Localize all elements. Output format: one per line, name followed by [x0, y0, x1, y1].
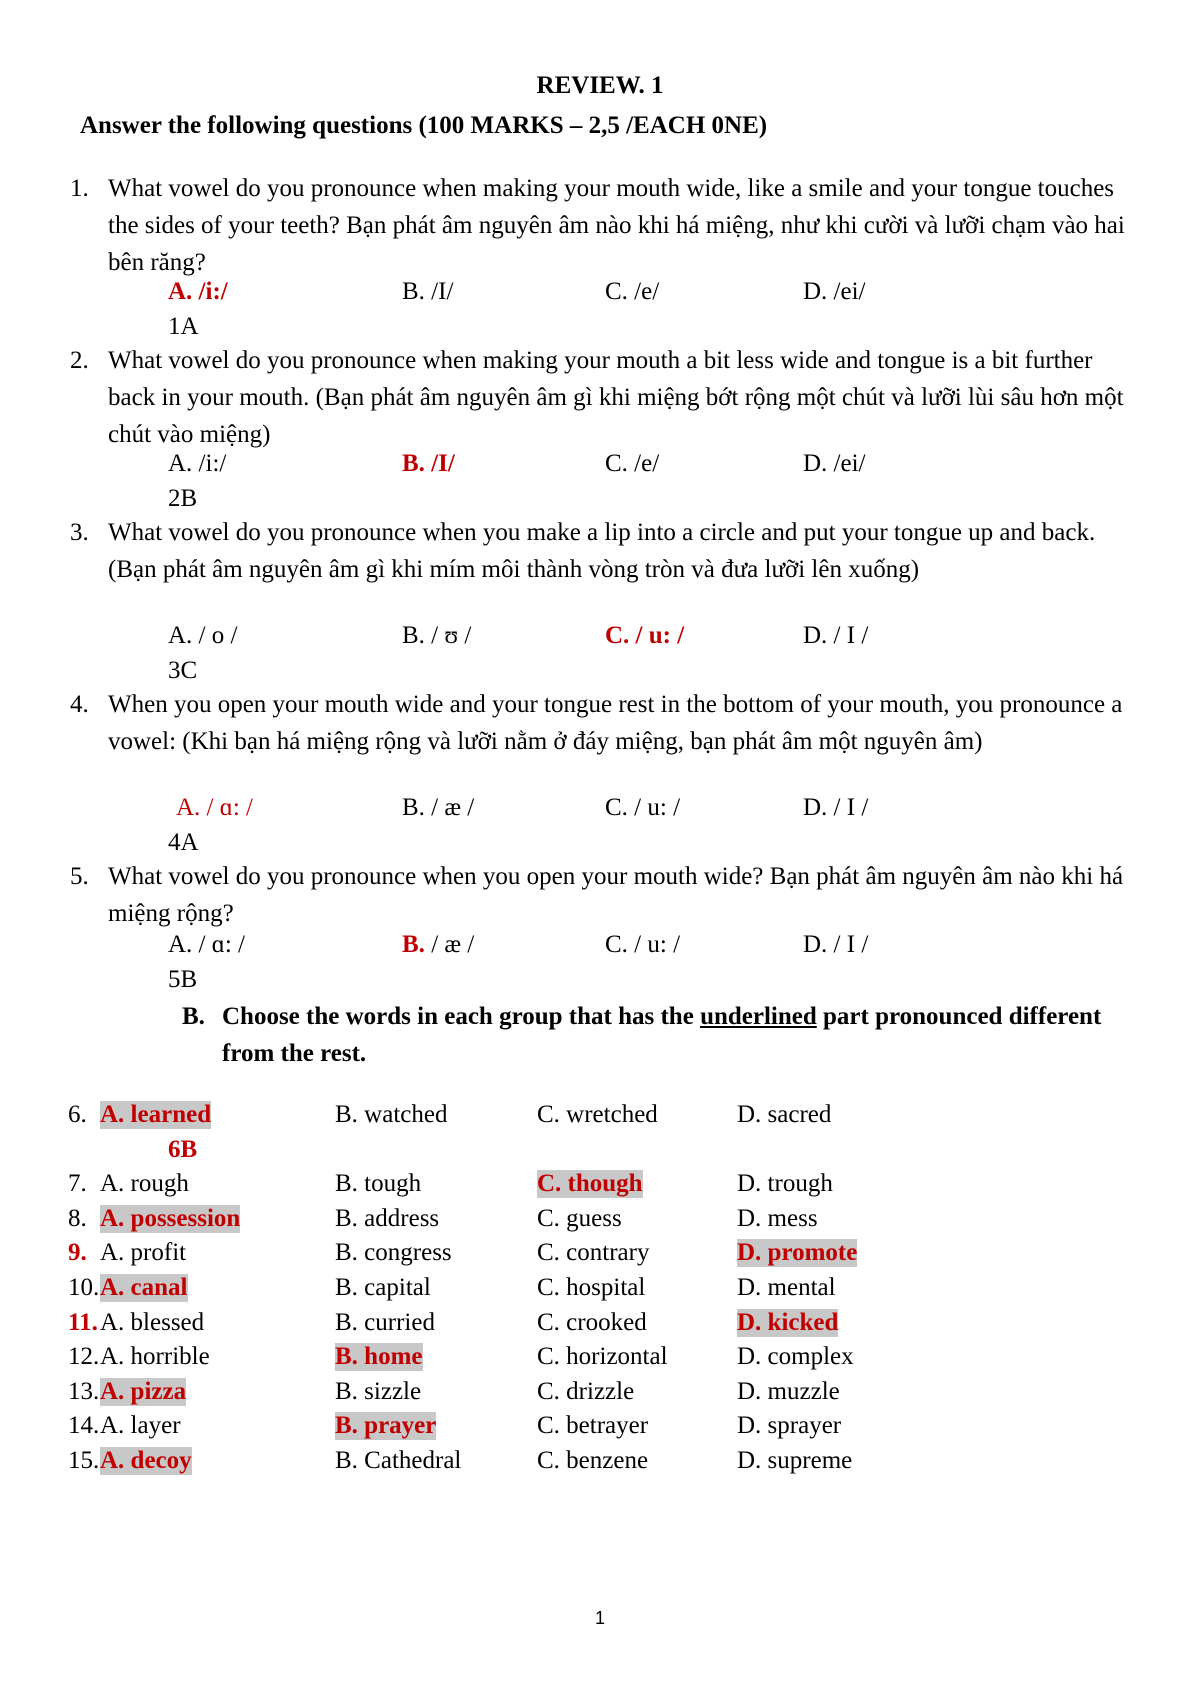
group-row: [0, 1378, 1200, 1415]
section-label: B.: [182, 1003, 205, 1030]
option-a: A. horrible: [100, 1343, 210, 1371]
option-b: B. address: [335, 1204, 440, 1232]
group-number: 9.: [68, 1239, 87, 1267]
option-b: B. congress: [335, 1239, 452, 1267]
group-number: 10.: [68, 1274, 100, 1301]
answer-key: 3C: [168, 657, 198, 684]
group-number: 6.: [68, 1101, 87, 1128]
option-a: A. profit: [100, 1239, 187, 1267]
option-a: A. / ɑ: /: [168, 931, 245, 958]
option-d: D. kicked: [737, 1308, 839, 1336]
group-number: 13.: [68, 1377, 100, 1405]
option-a: A. rough: [100, 1170, 189, 1198]
option-b: B. /I/: [402, 278, 454, 305]
option-c: C. horizontal: [537, 1343, 668, 1371]
option-c: C. drizzle: [537, 1377, 635, 1405]
option-b: B. prayer: [335, 1412, 437, 1440]
option-b: B. / ʊ /: [402, 622, 472, 649]
group-row: [0, 1101, 1200, 1138]
option-d: D. /ei/: [803, 278, 866, 305]
option-c: C. crooked: [537, 1308, 647, 1336]
group-number: 8.: [68, 1204, 87, 1232]
option-c: C. betrayer: [537, 1412, 649, 1440]
group-row: [0, 1274, 1200, 1311]
option-b: B. watched: [335, 1101, 448, 1128]
option-a: A. layer: [100, 1412, 181, 1440]
option-a: A. canal: [100, 1274, 188, 1301]
option-c: C. wretched: [537, 1101, 658, 1128]
option-d: D. mental: [737, 1274, 836, 1301]
option-c: C. hospital: [537, 1274, 646, 1301]
group-row: [0, 1136, 1200, 1173]
option-c: C. /e/: [605, 450, 660, 477]
option-b: B. sizzle: [335, 1377, 422, 1405]
question-number: 5.: [70, 863, 89, 890]
option-a: A. decoy: [100, 1447, 192, 1474]
group-number: 12.: [68, 1343, 100, 1371]
option-c: C. / u: /: [605, 931, 681, 958]
question-number: 2.: [70, 347, 89, 374]
option-d: D. supreme: [737, 1447, 853, 1474]
group-row: [0, 1412, 1200, 1449]
option-a: A. /i:/: [168, 278, 228, 305]
option-a: A. / ɑ: /: [176, 794, 253, 821]
option-c: C. / u: /: [605, 622, 685, 649]
question-number: 3.: [70, 519, 89, 546]
option-b: B. Cathedral: [335, 1447, 462, 1474]
group-number: 15.: [68, 1447, 100, 1474]
answer-key: 2B: [168, 485, 198, 512]
option-b: B. tough: [335, 1170, 422, 1198]
option-c: C. benzene: [537, 1447, 649, 1474]
option-a: A. / o /: [168, 622, 238, 649]
group-row: [0, 1309, 1200, 1346]
group-row: [0, 1239, 1200, 1276]
option-b: B. curried: [335, 1308, 435, 1336]
question-text: When you open your mouth wide and your tongue rest in the bottom of your mouth, you pronounce a vowel: (Khi bạn há miệng rộng và lưỡi nằm ở đáy miệng, bạn phát âm một nguyên âm): [108, 691, 1123, 755]
option-a: A. pizza: [100, 1377, 187, 1405]
section-text: Choose the words in each group that has the underlined part pronounced different from the rest.: [222, 1003, 1102, 1067]
group-row: [0, 1447, 1200, 1484]
option-b: B. / æ /: [402, 794, 475, 821]
option-c: C. contrary: [537, 1239, 650, 1267]
option-c: C. guess: [537, 1204, 622, 1232]
option-a: 6B: [168, 1135, 198, 1163]
answer-key: 5B: [168, 966, 198, 993]
answer-key: 1A: [168, 313, 199, 340]
option-d: D. promote: [737, 1239, 858, 1267]
question-number: 4.: [70, 691, 89, 718]
option-b: B. / æ /: [402, 931, 475, 958]
group-row: [0, 1205, 1200, 1242]
option-a: A. possession: [100, 1204, 241, 1232]
option-b: B. /I/: [402, 450, 455, 477]
question-text: What vowel do you pronounce when making your mouth wide, like a smile and your tongue touches the sides of your teeth? Bạn phát âm nguyên âm nào khi há miệng, như khi cười và lưỡi chạm vào hai bên răng?: [108, 175, 1125, 276]
option-d: D. muzzle: [737, 1377, 840, 1405]
option-c: C. /e/: [605, 278, 660, 305]
option-d: D. sacred: [737, 1101, 832, 1128]
document-title: REVIEW. 1: [536, 72, 664, 99]
option-d: D. / I /: [803, 794, 869, 821]
option-c: C. / u: /: [605, 794, 681, 821]
option-b: B. home: [335, 1343, 423, 1371]
group-number: 11.: [68, 1308, 98, 1336]
question-text: What vowel do you pronounce when making your mouth a bit less wide and tongue is a bit further back in your mouth. (Bạn phát âm nguyên âm gì khi miệng bớt rộng một chút và lưỡi lùi sâu hơn một chút vào miệng): [108, 347, 1124, 448]
question-text: What vowel do you pronounce when you make a lip into a circle and put your tongue up and back. (Bạn phát âm nguyên âm gì khi mím môi thành vòng tròn và đưa lưỡi lên xuống): [108, 519, 1096, 583]
option-a: A. blessed: [100, 1308, 205, 1336]
option-d: D. sprayer: [737, 1412, 842, 1440]
option-d: D. trough: [737, 1170, 833, 1198]
option-b: B. capital: [335, 1274, 431, 1301]
answer-key: 4A: [168, 829, 199, 856]
option-d: D. / I /: [803, 931, 869, 958]
option-c: C. though: [537, 1170, 643, 1198]
group-number: 14.: [68, 1412, 100, 1440]
group-row: [0, 1170, 1200, 1207]
question-text: What vowel do you pronounce when you open your mouth wide? Bạn phát âm nguyên âm nào khi há miệng rộng?: [108, 863, 1124, 927]
question-number: 1.: [70, 175, 89, 202]
group-number: 7.: [68, 1170, 87, 1198]
option-a: A. /i:/: [168, 450, 227, 477]
option-d: D. complex: [737, 1343, 854, 1371]
option-d: D. /ei/: [803, 450, 866, 477]
option-d: D. mess: [737, 1204, 818, 1232]
page-number: 1: [594, 1608, 605, 1628]
group-row: [0, 1343, 1200, 1380]
option-a: A. learned: [100, 1101, 212, 1128]
option-d: D. / I /: [803, 622, 869, 649]
instruction: Answer the following questions (100 MARKS – 2,5 /EACH 0NE): [80, 112, 768, 139]
